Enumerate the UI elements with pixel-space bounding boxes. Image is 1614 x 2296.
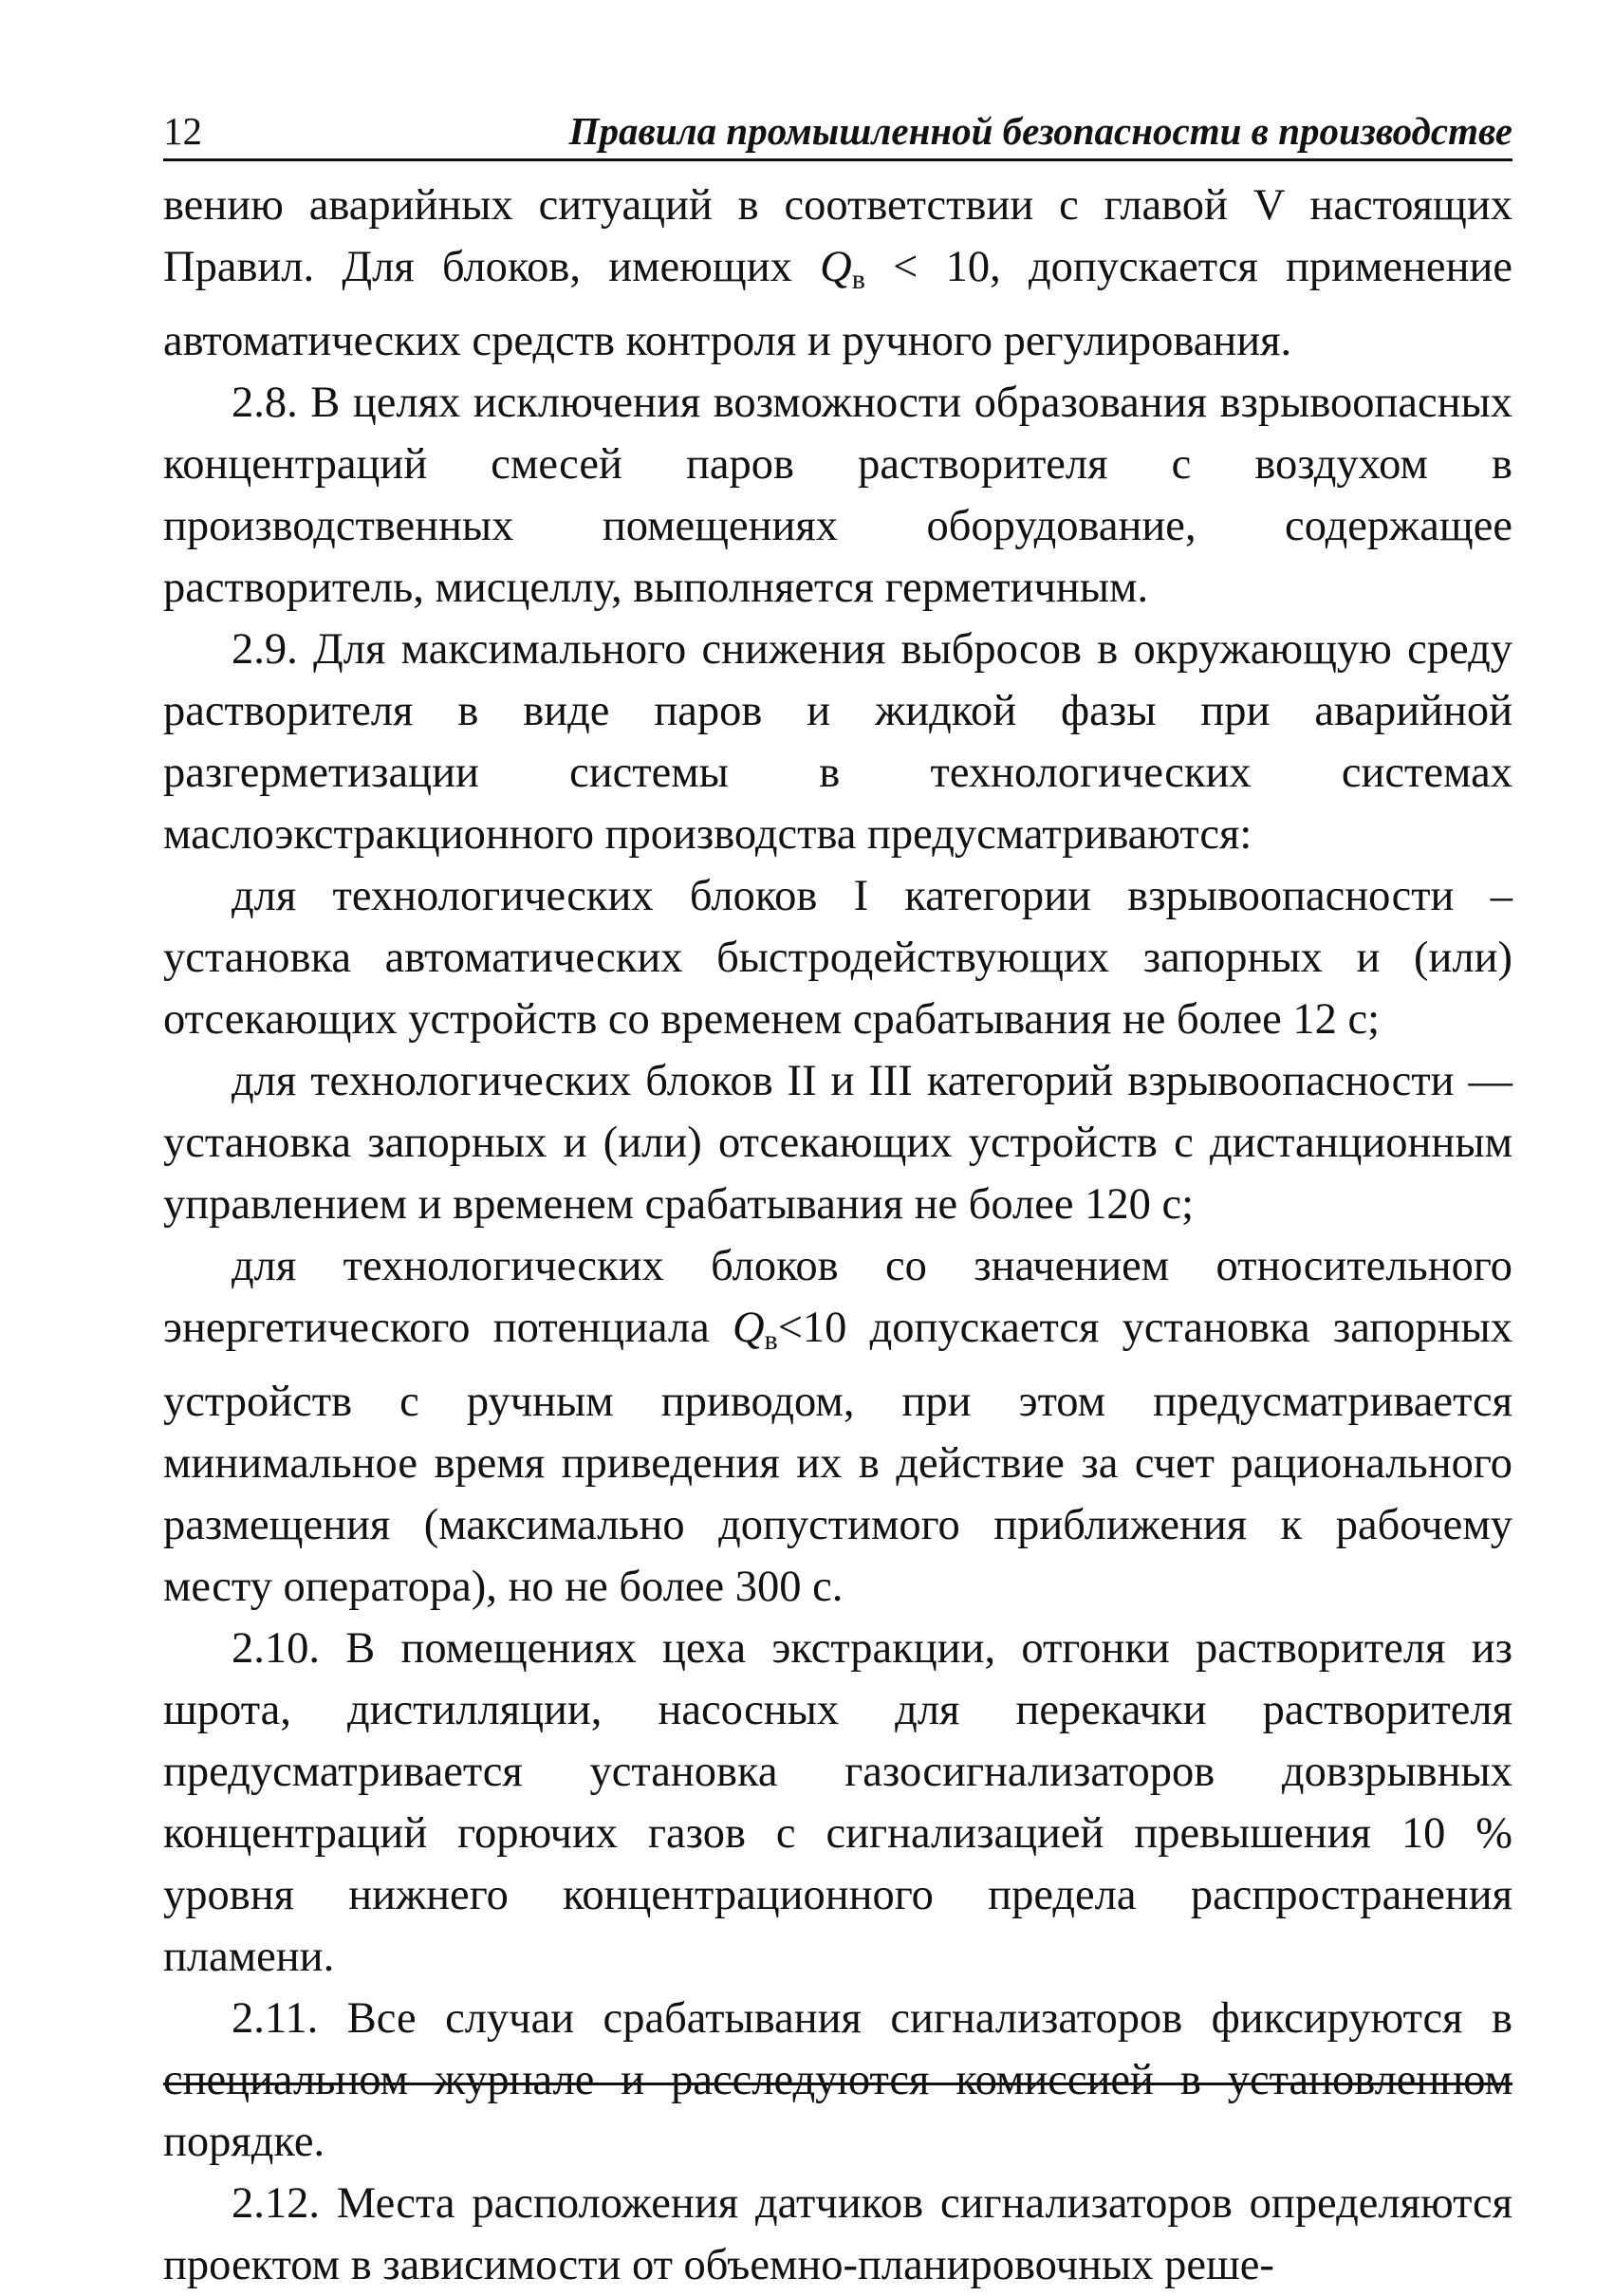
paragraph-2-8: 2.8. В целях исключения возможности образования взрывоопасных концентраций смесей паров растворителя с воздухом в производственных помещениях оборудование, содержащее растворитель, мисцеллу, выполняется герметичным. [163,379,1512,612]
paragraph-text: <10 допускается установка запорных устройств с ручным приводом, при этом предусматривается минимальное время приведения их в действие за счет рационального размещения (максимально допустимого приближения к рабочему месту оператора), но не более 300 с. [163,1304,1512,1611]
paragraph-2-10: 2.10. В помещениях цеха экстракции, отгонки растворителя из шрота, дистилляции, насосных для перекачки растворителя предусматривается установка газосигнализаторов довзрывных концентраций горючих газов с сигнализацией превышения 10 % уровня нижнего концентрационного предела распространения пламени. [163,1624,1512,1981]
formula-symbol: Q [820,243,852,291]
body-text [163,175,1512,2296]
page [163,109,1512,2296]
paragraph-text: вению аварийных ситуаций в соответствии с главой V настоящих Правил. Для блоков, имеющих [163,181,1512,291]
list-item-category-1: для технологических блоков I категории взрывоопасности – установка автоматических быстродействующих запорных и (или) отсекающих устройств со временем срабатывания не более 12 с; [163,872,1512,1044]
paragraph-2-9: 2.9. Для максимального снижения выбросов в окружающую среду растворителя в виде паров и жидкой фазы при аварийной разгерметизации системы в технологических системах маслоэкстракционного производства предусматриваются: [163,625,1512,859]
formula-subscript: в [764,1324,778,1356]
list-item-category-2-3: для технологических блоков II и III категорий взрывоопасности — установка запорных и (или) отсекающих устройств с дистанционным управлением и временем срабатывания не более 120 с; [163,1057,1512,1229]
paragraph-2-11: 2.11. Все случаи срабатывания сигнализаторов фиксируются в специальном журнале и расследуются комиссией в установленном порядке. [163,1994,1512,2166]
running-header [163,109,1512,161]
formula-subscript: в [851,264,865,295]
formula-symbol: Q [732,1304,765,1352]
list-item-low-potential [163,1235,1512,1618]
paragraph-continuation [163,175,1512,372]
paragraph-text: для технологических блоков со значением относительного энергетического потенциала [163,1242,1512,1352]
paragraph-2-12: 2.12. Места расположения датчиков сигнализаторов определяются проектом в зависимости от объемно-планировочных реше- [163,2179,1512,2289]
footer-divider [163,2083,1512,2085]
running-title: Правила промышленной безопасности в производстве [568,109,1512,153]
page-number: 12 [163,109,202,153]
paragraph-text: < 10, допускается применение автоматических средств контроля и ручного регулирования. [163,243,1512,365]
